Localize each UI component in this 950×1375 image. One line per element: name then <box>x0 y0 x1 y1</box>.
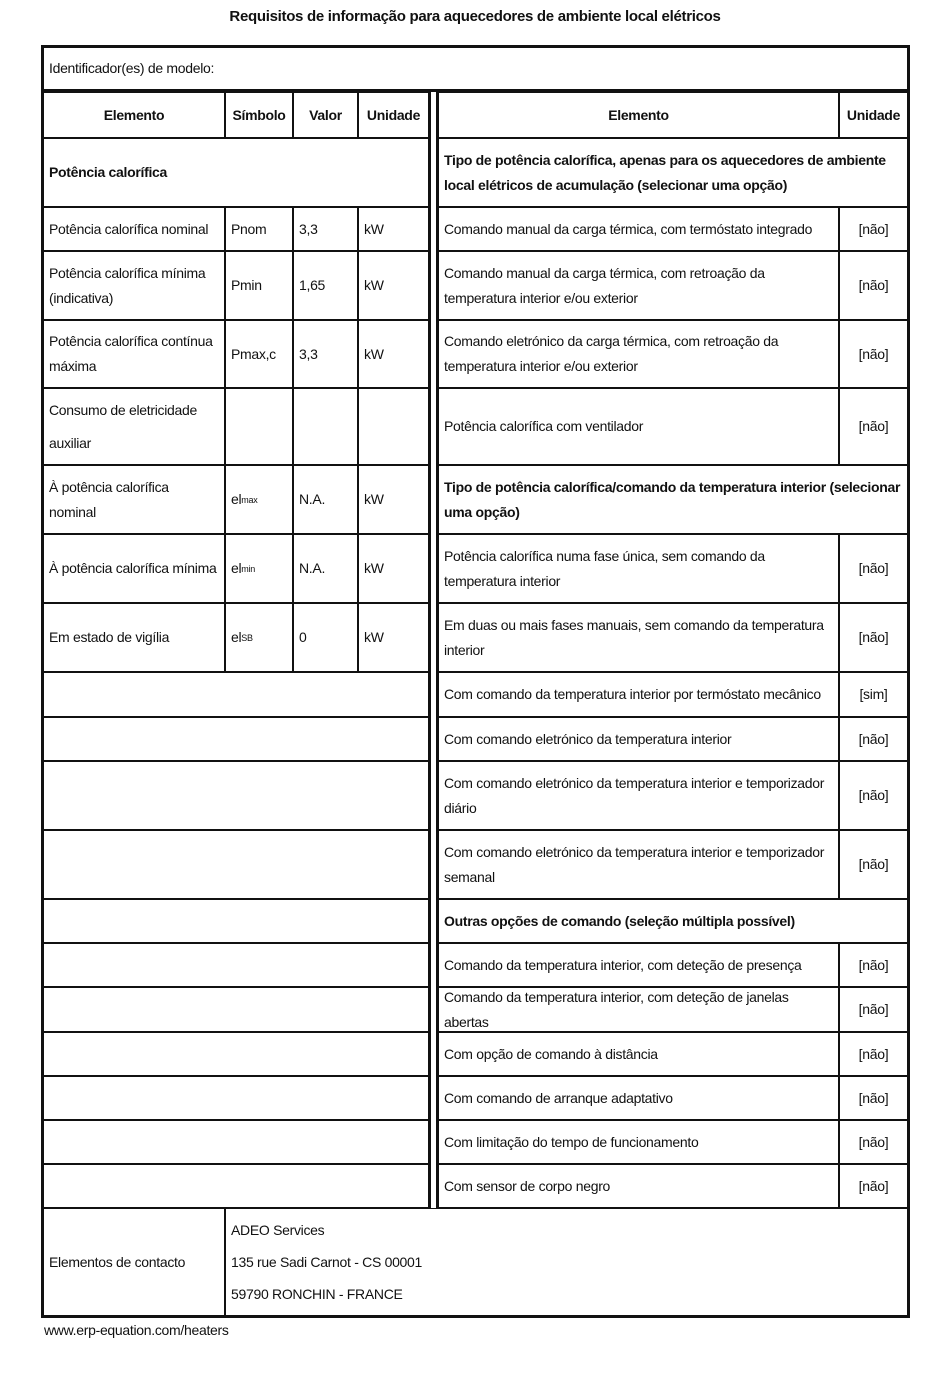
header-simbolo: Símbolo <box>225 92 293 138</box>
model-identifier-cell: Identificador(es) de modelo: <box>41 45 910 92</box>
symbol-base: el <box>231 491 242 507</box>
symbol-base: el <box>231 629 242 645</box>
control-row-unit: [não] <box>839 717 910 761</box>
storage-row-unit: [não] <box>839 388 910 465</box>
symbol-base: el <box>231 560 242 576</box>
footer-url: www.erp-equation.com/heaters <box>44 1322 229 1338</box>
control-row-item: Potência calorífica numa fase única, sem comando da temperatura interior <box>436 534 839 603</box>
heat-row-unit: kW <box>358 534 431 603</box>
heat-row-value: 1,65 <box>293 251 358 320</box>
document-title: Requisitos de informação para aquecedores de ambiente local elétricos <box>229 8 721 25</box>
empty-left-cell <box>41 672 431 717</box>
heat-row-item: Potência calorífica mínima (indicativa) <box>41 251 225 320</box>
header-right-elemento: Elemento <box>436 92 839 138</box>
empty-left-cell <box>41 1164 431 1208</box>
heat-row-symbol: Pmin <box>225 251 293 320</box>
section-other-control-options: Outras opções de comando (seleção múltipla possível) <box>436 899 910 943</box>
other-row-item: Com limitação do tempo de funcionamento <box>436 1120 839 1164</box>
heat-row-value: 3,3 <box>293 320 358 388</box>
heat-row-unit: kW <box>358 465 431 534</box>
heat-row-item: Consumo de eletricidade auxiliar <box>41 388 225 465</box>
control-row-unit: [não] <box>839 830 910 899</box>
header-right-unidade: Unidade <box>839 92 910 138</box>
storage-row-unit: [não] <box>839 320 910 388</box>
heat-row-value <box>293 388 358 465</box>
storage-row-item: Comando manual da carga térmica, com termóstato integrado <box>436 207 839 251</box>
other-row-unit: [não] <box>839 1164 910 1208</box>
control-row-item: Com comando da temperatura interior por termóstato mecânico <box>436 672 839 717</box>
other-row-item: Comando da temperatura interior, com deteção de presença <box>436 943 839 987</box>
empty-left-cell <box>41 899 431 943</box>
control-row-item: Com comando eletrónico da temperatura interior e temporizador diário <box>436 761 839 830</box>
empty-left-cell <box>41 761 431 830</box>
other-row-item: Com sensor de corpo negro <box>436 1164 839 1208</box>
heat-row-item: À potência calorífica nominal <box>41 465 225 534</box>
other-row-unit: [não] <box>839 987 910 1032</box>
empty-left-cell <box>41 943 431 987</box>
contact-label: Elementos de contacto <box>41 1208 225 1318</box>
section-room-temperature-control: Tipo de potência calorífica/comando da temperatura interior (selecionar uma opção) <box>436 465 910 534</box>
empty-left-cell <box>41 830 431 899</box>
other-row-unit: [não] <box>839 1120 910 1164</box>
heat-row-unit: kW <box>358 251 431 320</box>
control-row-unit: [não] <box>839 603 910 672</box>
heat-row-value: 0 <box>293 603 358 672</box>
heat-row-symbol <box>225 388 293 465</box>
heat-row-item: À potência calorífica mínima <box>41 534 225 603</box>
other-row-unit: [não] <box>839 1032 910 1076</box>
heat-row-value: N.A. <box>293 534 358 603</box>
heat-row-symbol: Pmax,c <box>225 320 293 388</box>
heat-row-symbol: el min <box>225 534 293 603</box>
empty-left-cell <box>41 1120 431 1164</box>
heat-row-unit <box>358 388 431 465</box>
section-heat-output: Potência calorífica <box>41 138 431 207</box>
header-left-unidade: Unidade <box>358 92 431 138</box>
heat-row-unit: kW <box>358 603 431 672</box>
heat-row-symbol: el max <box>225 465 293 534</box>
storage-row-unit: [não] <box>839 207 910 251</box>
other-row-item: Com opção de comando à distância <box>436 1032 839 1076</box>
other-row-unit: [não] <box>839 1076 910 1120</box>
control-row-unit: [sim] <box>839 672 910 717</box>
empty-left-cell <box>41 1076 431 1120</box>
storage-row-item: Potência calorífica com ventilador <box>436 388 839 465</box>
storage-row-item: Comando manual da carga térmica, com retroação da temperatura interior e/ou exterior <box>436 251 839 320</box>
heat-row-symbol: Pnom <box>225 207 293 251</box>
control-row-item: Com comando eletrónico da temperatura interior <box>436 717 839 761</box>
control-row-unit: [não] <box>839 534 910 603</box>
empty-left-cell <box>41 987 431 1032</box>
heat-row-unit: kW <box>358 320 431 388</box>
control-row-item: Com comando eletrónico da temperatura interior e temporizador semanal <box>436 830 839 899</box>
section-storage-heat-output: Tipo de potência calorífica, apenas para os aquecedores de ambiente local elétricos de acumulação (selecionar uma opção) <box>436 138 910 207</box>
heat-row-value: N.A. <box>293 465 358 534</box>
heat-row-unit: kW <box>358 207 431 251</box>
contact-details <box>225 1208 910 1318</box>
header-valor: Valor <box>293 92 358 138</box>
heat-row-value: 3,3 <box>293 207 358 251</box>
heat-row-item: Potência calorífica contínua máxima <box>41 320 225 388</box>
contact-city: 59790 RONCHIN - FRANCE <box>231 1286 403 1302</box>
other-row-item: Comando da temperatura interior, com deteção de janelas abertas <box>436 987 839 1032</box>
control-row-item: Em duas ou mais fases manuais, sem comando da temperatura interior <box>436 603 839 672</box>
empty-left-cell <box>41 717 431 761</box>
other-row-item: Com comando de arranque adaptativo <box>436 1076 839 1120</box>
contact-street: 135 rue Sadi Carnot - CS 00001 <box>231 1254 423 1270</box>
storage-row-unit: [não] <box>839 251 910 320</box>
heat-row-item: Potência calorífica nominal <box>41 207 225 251</box>
other-row-unit: [não] <box>839 943 910 987</box>
empty-left-cell <box>41 1032 431 1076</box>
heat-row-item: Em estado de vigília <box>41 603 225 672</box>
control-row-unit: [não] <box>839 761 910 830</box>
header-left-elemento: Elemento <box>41 92 225 138</box>
heat-row-symbol: el SB <box>225 603 293 672</box>
contact-company: ADEO Services <box>231 1222 325 1238</box>
storage-row-item: Comando eletrónico da carga térmica, com retroação da temperatura interior e/ou exterior <box>436 320 839 388</box>
